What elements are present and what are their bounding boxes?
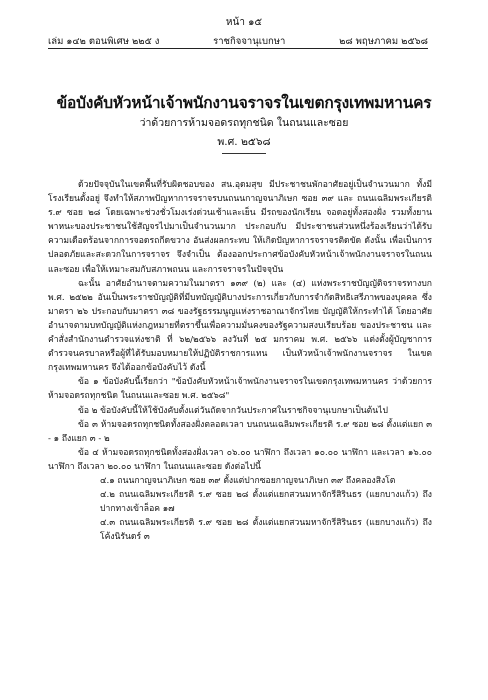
paragraph-preamble: ด้วยปัจจุบันในเขตพื้นที่รับผิดชอบของ สน.อุดมสุข มีประชาชนพักอาศัยอยู่เป็นจำนวนมาก ทั้งมีโรงเรียนตั้งอยู่ จึงทำให้สภาพปัญหาการจราจรบนถนนกาญจนาภิเษก ซอย ๓๙ และ ถนนเฉลิมพระเกียรติ ร.๙ ซอย ๒๘ โดยเฉพาะช่วงชั่วโมงเร่งด่วนเช้าและเย็น มีรถของนักเรียน จอดอยู่ทั้งสองฝั่ง รวมทั้งยานพาหนะของประชาชนใช้สัญจรไปมาเป็นจำนวนมาก ประกอบกับ มีประชาชนส่วนหนึ่งร้องเรียนว่าได้รับความเดือดร้อนจากการจอดรถกีดขวาง อันส่งผลกระทบ ให้เกิดปัญหาการจราจรติดขัด ดังนั้น เพื่อเป็นการปลอดภัยและสะดวกในการจราจร จึงจำเป็น ต้องออกประกาศข้อบังคับหัวหน้าเจ้าพนักงานจราจรในถนนและซอย เพื่อให้เหมาะสมกับสภาพถนน และการจราจรในปัจจุบัน [48,180,432,275]
document-body [48,178,432,544]
clause-2: ข้อ ๒ ข้อบังคับนี้ให้ใช้บังคับตั้งแต่วันถัดจากวันประกาศในราชกิจจานุเบกษาเป็นต้นไป [78,405,388,416]
volume-issue: เล่ม ๑๔๒ ตอนพิเศษ ๒๒๕ ง [48,36,160,47]
header-rule [48,48,428,49]
document-subtitle: ว่าด้วยการห้ามจอดรถทุกชนิด ในถนนและซอย [139,117,349,129]
gazette-name: ราชกิจจานุเบกษา [213,36,286,47]
clause-3: ข้อ ๓ ห้ามจอดรถทุกชนิดทั้งสองฝั่งตลอดเวลา บนถนนเฉลิมพระเกียรติ ร.๙ ซอย ๒๘ ตั้งแต่แยก ๓ - ๑ ถึงแยก ๓ - ๒ [48,419,432,444]
publication-date: ๒๘ พฤษภาคม ๒๕๖๘ [339,36,428,47]
clause-4: ข้อ ๔ ห้ามจอดรถทุกชนิดทั้งสองฝั่งเวลา ๐๖.๐๐ นาฬิกา ถึงเวลา ๑๐.๐๐ นาฬิกา และเวลา ๑๖.๐๐ นาฬิกา ถึงเวลา ๒๐.๐๐ นาฬิกา ในถนนและซอย ดังต่อไปนี้ [48,447,432,472]
clause-4-item-1: ๔.๑ ถนนกาญจนาภิเษก ซอย ๓๙ ตั้งแต่ปากซอยกาญจนาภิเษก ๓๙ ถึงคลองสิงโต [100,475,396,486]
clause-1: ข้อ ๑ ข้อบังคับนี้เรียกว่า "ข้อบังคับหัวหน้าเจ้าพนักงานจราจรในเขตกรุงเทพมหานคร ว่าด้วยการห้ามจอดรถทุกชนิด ในถนนและซอย พ.ศ. ๒๕๖๘" [48,377,432,402]
clause-4-item-2: ๔.๒ ถนนเฉลิมพระเกียรติ ร.๙ ซอย ๒๘ ตั้งแต่แยกสวนมหาจักรีสิรินธร (แยกบางแก้ว) ถึงปากทางเข้าล็อค ๑๗ [100,490,432,515]
page-number: หน้า ๑๕ [225,17,263,28]
clause-4-item-3: ๔.๓ ถนนเฉลิมพระเกียรติ ร.๙ ซอย ๒๘ ตั้งแต่แยกสวนมหาจักรีสิรินธร (แยกบางแก้ว) ถึงโค้งนิรันดร์ ๓ [100,518,432,543]
title-separator [222,153,266,154]
document-year: พ.ศ. ๒๕๖๘ [217,136,271,148]
running-header [48,34,428,49]
paragraph-authority: ฉะนั้น อาศัยอำนาจตามความในมาตรา ๑๓๙ (๒) และ (๔) แห่งพระราชบัญญัติจราจรทางบก พ.ศ. ๒๕๒๒ อันเป็นพระราชบัญญัติที่มีบทบัญญัติบางประการเกี่ยวกับการจำกัดสิทธิเสรีภาพของบุคคล ซึ่งมาตรา ๒๖ ประกอบกับมาตรา ๓๘ ของรัฐธรรมนูญแห่งราชอาณาจักรไทย บัญญัติให้กระทำได้ โดยอาศัยอำนาจตามบทบัญญัติแห่งกฎหมายที่ตราขึ้นเพื่อความมั่นคงของรัฐความสงบเรียบร้อย ของประชาชน และคำสั่งสำนักงานตำรวจแห่งชาติ ที่ ๖๒/๒๕๖๖ ลงวันที่ ๒๕ มกราคม พ.ศ. ๒๕๖๖ แต่งตั้งผู้บัญชาการตำรวจนครบาลหรือผู้ที่ได้รับมอบหมายให้ปฏิบัติราชการแทน เป็นหัวหน้าเจ้าพนักงานจราจร ในเขตกรุงเทพมหานคร จึงได้ออกข้อบังคับไว้ ดังนี้ [48,278,432,374]
document-title: ข้อบังคับหัวหน้าเจ้าพนักงานจราจรในเขตกรุงเทพมหานคร [56,93,432,112]
